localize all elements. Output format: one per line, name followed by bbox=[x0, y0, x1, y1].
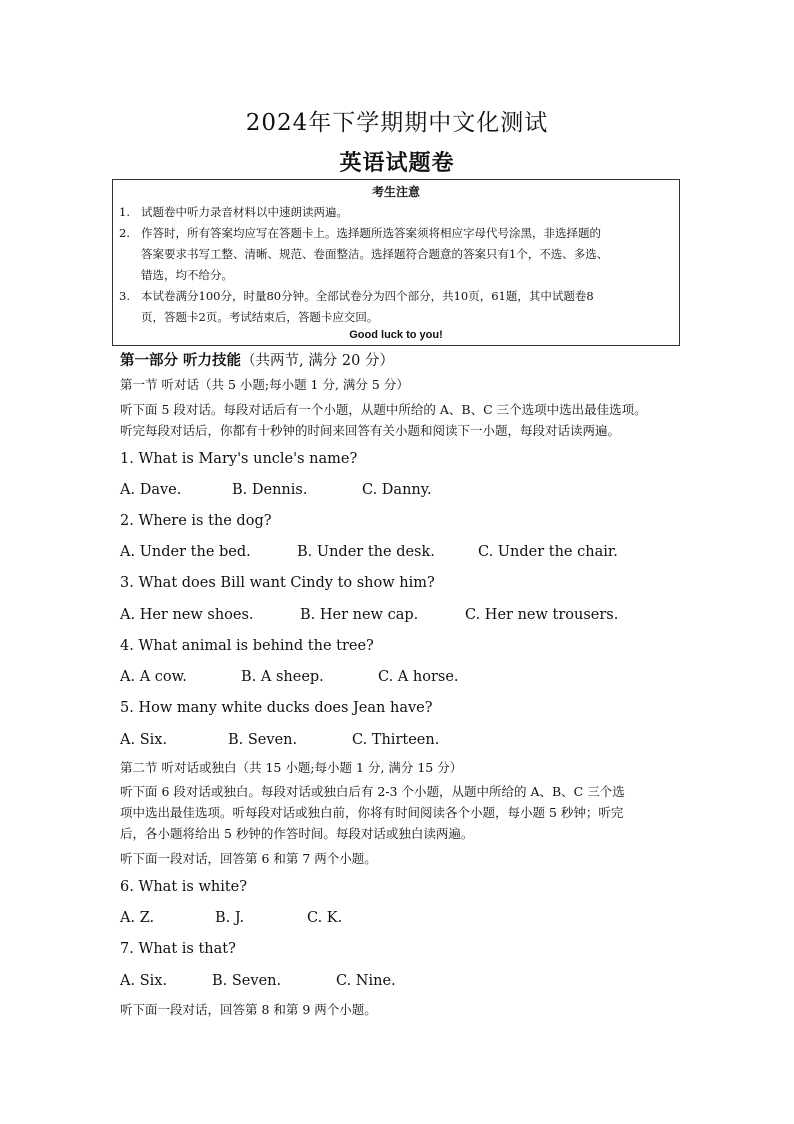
notice-item-2 bbox=[119, 223, 675, 286]
question-1-option-a: A. Dave. bbox=[120, 482, 182, 498]
question-4-option-a: A. A cow. bbox=[120, 669, 187, 685]
notice-item-line: 作答时，所有答案均应写在答题卡上。选择题所选答案须将相应字母代号涂黑，非选择题的 bbox=[141, 226, 601, 240]
notice-item-1 bbox=[119, 202, 675, 223]
notice-item-number: 3. bbox=[119, 289, 130, 303]
question-1: 1. What is Mary's uncle's name? bbox=[120, 451, 358, 467]
question-7: 7. What is that? bbox=[120, 941, 236, 957]
question-7-option-c: C. Nine. bbox=[336, 973, 396, 989]
question-1-option-b: B. Dennis. bbox=[232, 482, 308, 498]
question-4-option-c: C. A horse. bbox=[378, 669, 459, 685]
section2-instruction-line: 项中选出最佳选项。听每段对话或独白前，你将有时间阅读各个小题，每小题 5 秒钟；听完 bbox=[120, 805, 624, 820]
notice-box bbox=[112, 179, 680, 346]
question-6-option-b: B. J. bbox=[215, 910, 245, 926]
exam-title: 2024年下学期期中文化测试 bbox=[245, 110, 549, 136]
notice-item-number: 1. bbox=[119, 205, 130, 219]
section1-instruction-line: 听下面 5 段对话。每段对话后有一个小题，从题中所给的 A、B、C 三个选项中选出最佳选项。 bbox=[120, 402, 647, 417]
question-7-option-a: A. Six. bbox=[120, 973, 168, 989]
notice-item-line: 本试卷满分100分，时量80分钟。全部试卷分为四个部分，共10页，61题，其中试题卷8 bbox=[141, 289, 594, 303]
part1-heading bbox=[120, 349, 394, 370]
notice-item-line: 答案要求书写工整、清晰、规范、卷面整洁。选择题符合题意的答案只有1个，不选、多选、 bbox=[141, 247, 609, 261]
section2-heading: 第二节 听对话或独白（共 15 小题;每小题 1 分, 满分 15 分） bbox=[120, 760, 463, 775]
question-4: 4. What animal is behind the tree? bbox=[120, 638, 374, 654]
question-3-option-b: B. Her new cap. bbox=[300, 607, 419, 623]
exam-subtitle: 英语试题卷 bbox=[339, 150, 455, 176]
question-5-option-b: B. Seven. bbox=[228, 732, 298, 748]
question-2: 2. Where is the dog? bbox=[120, 513, 272, 529]
question-6-option-a: A. Z. bbox=[120, 910, 155, 926]
notice-item-line: 试题卷中听力录音材料以中速朗读两遍。 bbox=[141, 205, 348, 219]
question-5-option-a: A. Six. bbox=[120, 732, 168, 748]
group-instruction-8-9: 听下面一段对话，回答第 8 和第 9 两个小题。 bbox=[120, 1002, 377, 1017]
notice-item-line: 错选，均不给分。 bbox=[141, 268, 233, 282]
notice-item-line: 页，答题卡2页。考试结束后，答题卡应交回。 bbox=[141, 310, 379, 324]
section1-heading: 第一节 听对话（共 5 小题;每小题 1 分, 满分 5 分） bbox=[120, 377, 409, 392]
notice-item-number: 2. bbox=[119, 226, 130, 240]
good-luck-text: Good luck to you! bbox=[349, 329, 443, 341]
notice-item-3 bbox=[119, 286, 675, 328]
question-6: 6. What is white? bbox=[120, 879, 248, 895]
group-instruction-6-7: 听下面一段对话，回答第 6 和第 7 两个小题。 bbox=[120, 851, 377, 866]
part1-heading-rest: （共两节, 满分 20 分） bbox=[241, 353, 394, 369]
part1-heading-bold: 第一部分 听力技能 bbox=[120, 353, 242, 369]
question-2-option-c: C. Under the chair. bbox=[478, 544, 618, 560]
question-2-option-a: A. Under the bed. bbox=[120, 544, 251, 560]
question-5-option-c: C. Thirteen. bbox=[352, 732, 440, 748]
notice-title: 考生注意 bbox=[371, 185, 420, 199]
question-3: 3. What does Bill want Cindy to show him? bbox=[120, 575, 435, 591]
question-1-option-c: C. Danny. bbox=[362, 482, 432, 498]
section2-instruction-line: 听下面 6 段对话或独白。每段对话或独白后有 2-3 个小题，从题中所给的 A、B、C 三个选 bbox=[120, 784, 625, 799]
question-6-option-c: C. K. bbox=[307, 910, 343, 926]
question-5: 5. How many white ducks does Jean have? bbox=[120, 700, 433, 716]
question-3-option-a: A. Her new shoes. bbox=[120, 607, 254, 623]
question-4-option-b: B. A sheep. bbox=[241, 669, 324, 685]
question-2-option-b: B. Under the desk. bbox=[297, 544, 435, 560]
section1-instruction-line: 听完每段对话后，你都有十秒钟的时间来回答有关小题和阅读下一小题，每段对话读两遍。 bbox=[120, 423, 621, 438]
question-3-option-c: C. Her new trousers. bbox=[465, 607, 619, 623]
section2-instruction-line: 后，各小题将给出 5 秒钟的作答时间。每段对话或独白读两遍。 bbox=[120, 826, 474, 841]
question-7-option-b: B. Seven. bbox=[212, 973, 282, 989]
